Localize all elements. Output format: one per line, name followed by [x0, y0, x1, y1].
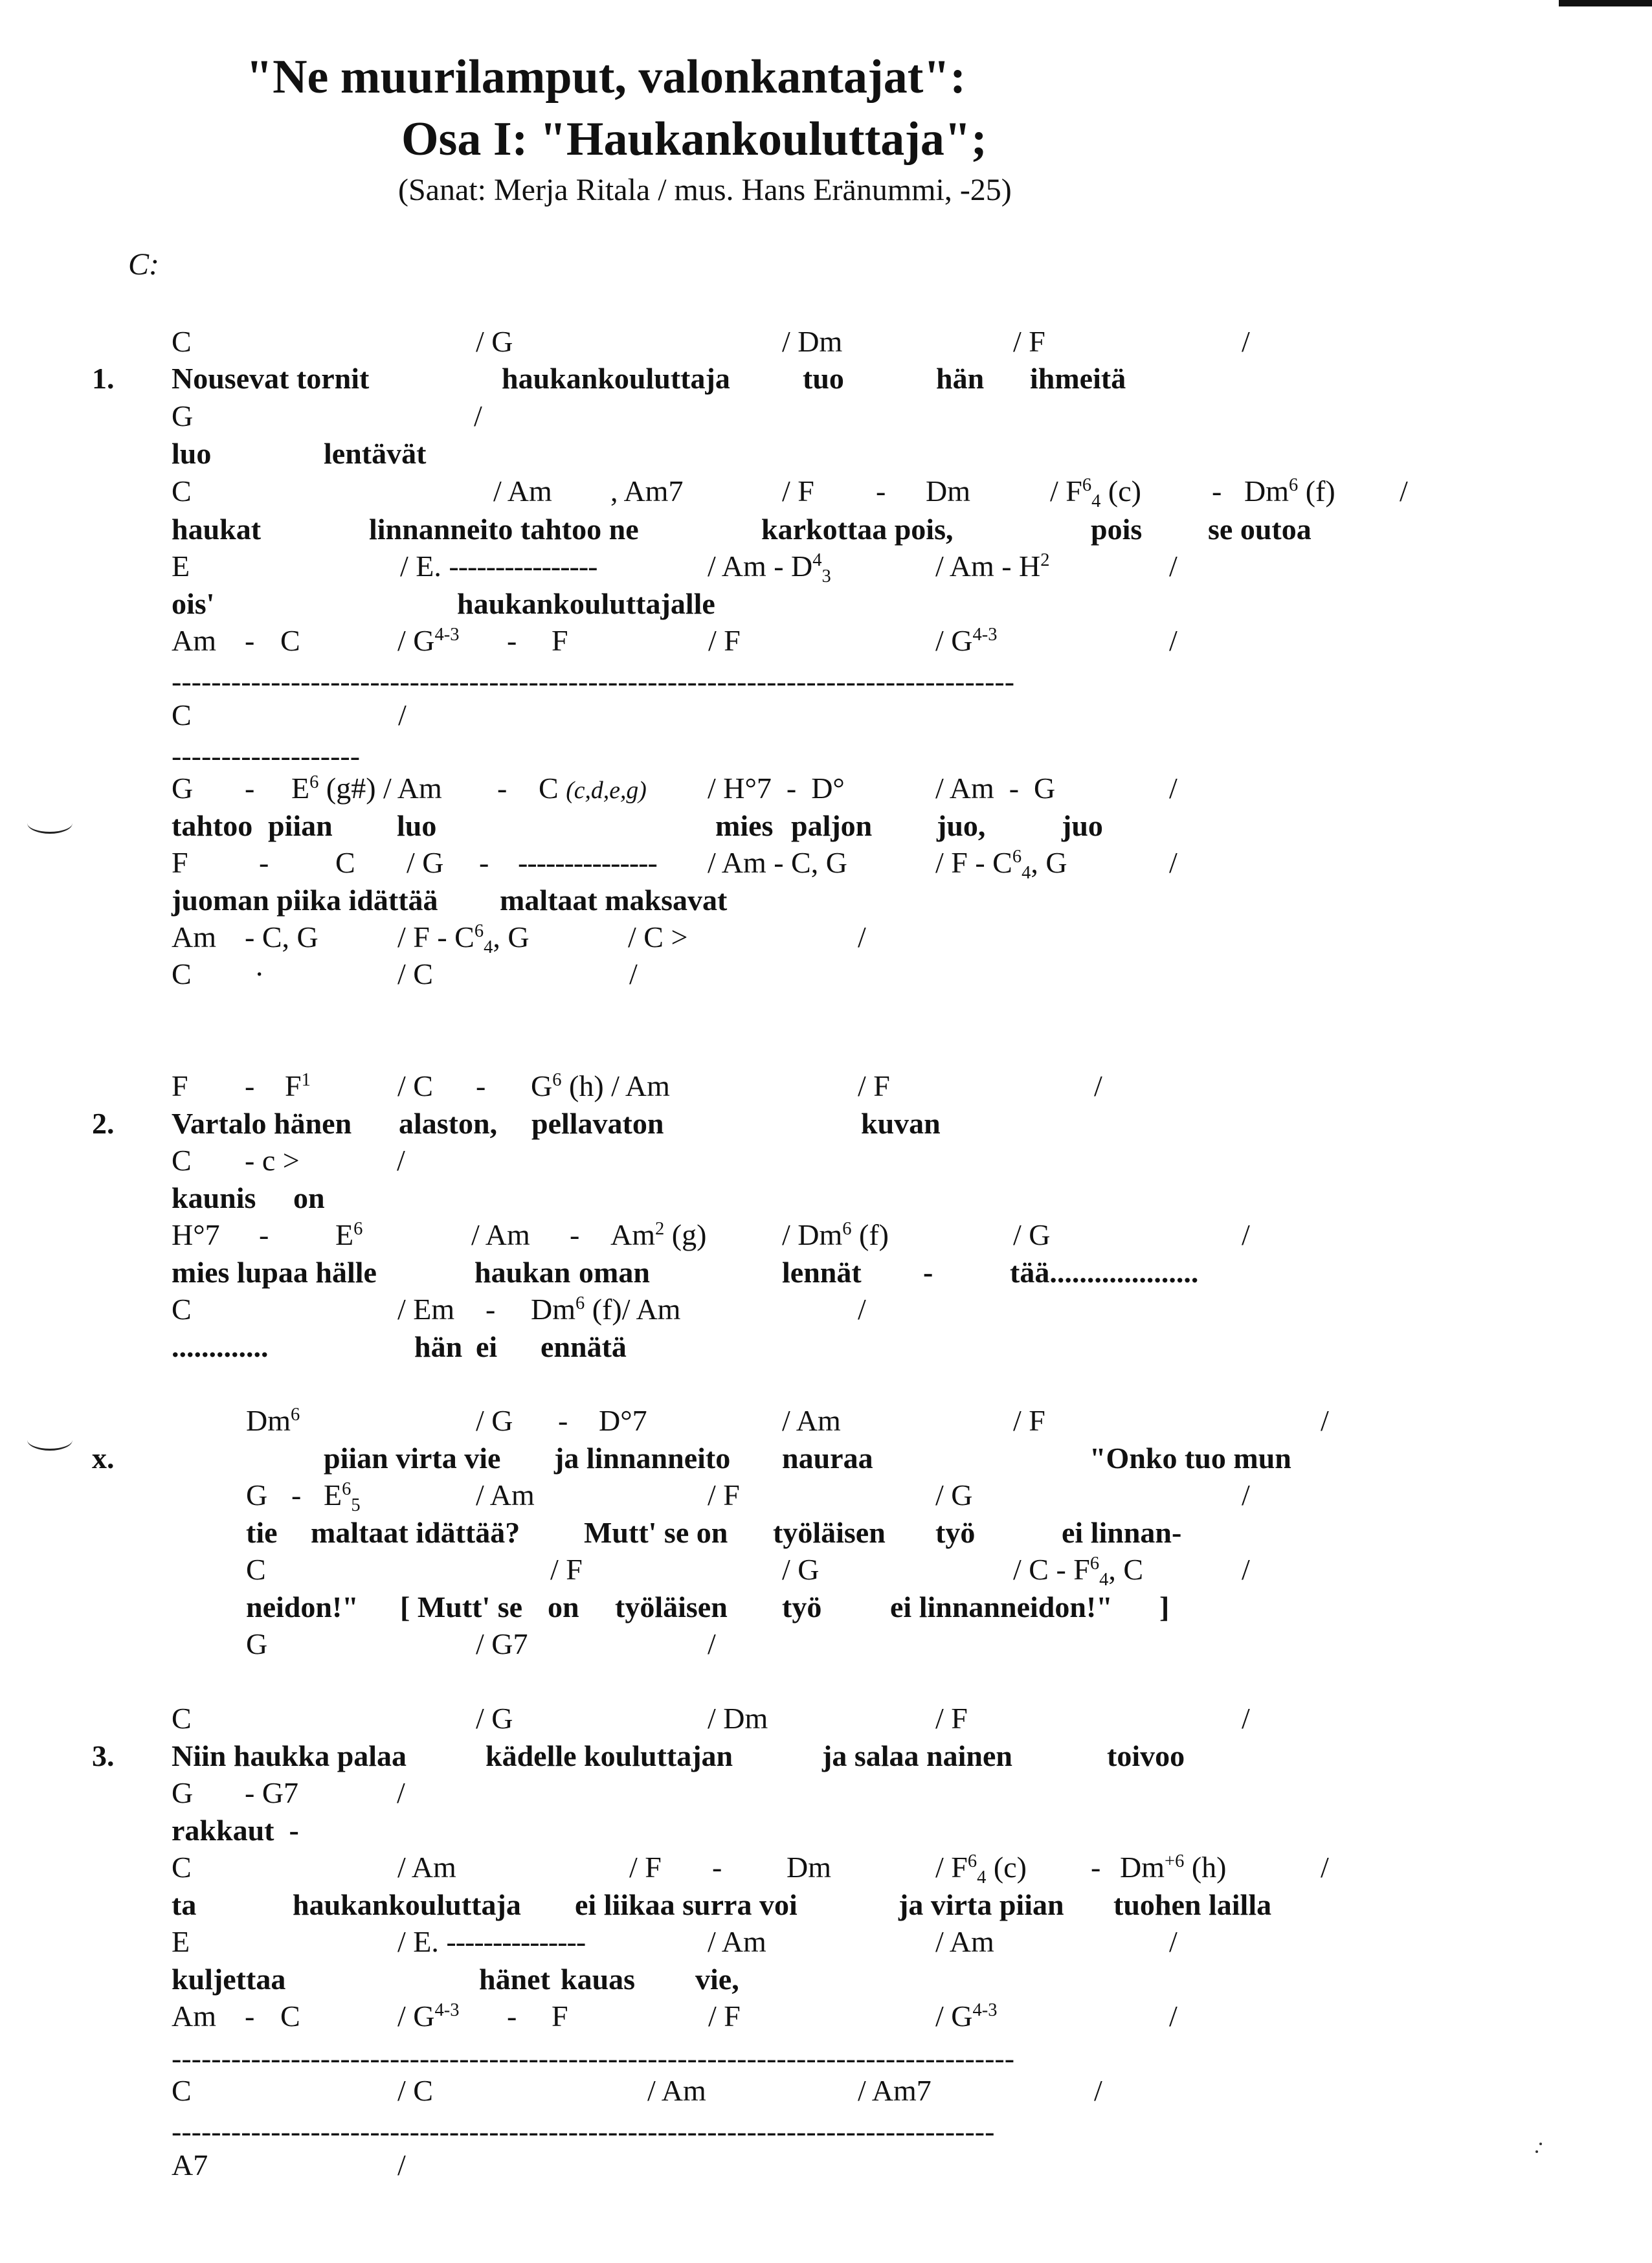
chord-symbol: / Am — [476, 1478, 535, 1511]
lyric-text: työ — [935, 1516, 976, 1549]
title-line-2: Osa I: "Haukankouluttaja"; — [401, 113, 987, 166]
chord-symbol: Dm — [926, 474, 970, 507]
chord-symbol: / Am — [782, 1404, 841, 1437]
chord-symbol: C — [246, 1553, 266, 1586]
chord-symbol: - — [245, 772, 255, 805]
chord-symbol: Am — [172, 2000, 216, 2033]
lyric-text: on — [548, 1590, 579, 1623]
lyric-text: lennät — [782, 1256, 862, 1289]
chord-symbol: - — [712, 1851, 722, 1884]
chord-symbol: F — [172, 1069, 188, 1102]
chord-symbol: / G — [476, 325, 513, 358]
chord-symbol: - — [570, 1218, 580, 1251]
chord-symbol: / C — [397, 1069, 433, 1102]
chord-symbol: Am — [172, 920, 216, 953]
lyric-text: karkottaa pois, — [761, 513, 954, 546]
lyric-text: Mutt' se on — [584, 1516, 728, 1549]
lyric-text: kuvan — [861, 1107, 941, 1140]
lyric-text: kädelle kouluttajan — [486, 1739, 733, 1772]
lyric-text: kuljettaa — [172, 1963, 286, 1996]
dashed-rule: ------------------------------------------------------------------------------------- — [172, 2042, 1015, 2075]
lyric-text: [ Mutt' se — [400, 1590, 523, 1623]
verse-number-x: x. — [92, 1442, 115, 1475]
lyric-text: oman — [579, 1256, 650, 1289]
dashed-rule: ----------------------------------------------------------------------------------- — [172, 2115, 995, 2148]
scan-speck — [1539, 2143, 1542, 2145]
verse-number-3: 3. — [92, 1739, 115, 1772]
lyric-text: haukankouluttajalle — [457, 587, 715, 620]
chord-symbol: - — [291, 1478, 302, 1511]
chord-symbol: C — [172, 474, 192, 507]
lyric-text: paljon — [791, 809, 873, 842]
lyric-text: tuohen lailla — [1113, 1888, 1272, 1921]
chord-symbol: - — [507, 624, 517, 657]
chord-symbol: / $G^{4-3}$ — [935, 2000, 998, 2033]
chord-symbol: / — [1169, 550, 1178, 583]
chord-symbol: / — [629, 957, 638, 990]
lyric-text: haukat — [172, 513, 262, 546]
chord-symbol: · — [254, 957, 265, 990]
lyric-text: vie, — [695, 1963, 739, 1996]
chord-symbol: --------------- — [518, 846, 657, 879]
chord-symbol: $E^6$ — [335, 1218, 363, 1251]
chord-symbol: $E^6$ (g#) / Am — [291, 772, 442, 805]
lyric-text: ois' — [172, 587, 215, 620]
lyric-text: alaston, — [399, 1107, 498, 1140]
lyric-text: rakkaut - — [172, 1814, 299, 1847]
chord-symbol: C — [172, 1702, 192, 1735]
lyric-text: ] — [1159, 1590, 1170, 1623]
chord-symbol: / — [1242, 1218, 1250, 1251]
chord-symbol: / C - $F^6_4$, C — [1013, 1553, 1144, 1590]
chord-symbol: - C, G — [245, 920, 318, 953]
lyric-text: luo — [172, 437, 212, 470]
chord-symbol: - — [259, 846, 269, 879]
chord-symbol: E — [172, 550, 190, 583]
chord-symbol: / Dm — [708, 1702, 768, 1735]
chord-symbol: C — [280, 624, 300, 657]
chord-symbol: / — [1169, 624, 1178, 657]
lyric-text: ja virta piian — [899, 1888, 1064, 1921]
chord-symbol: A7 — [172, 2148, 208, 2181]
chord-symbol: Dm — [787, 1851, 831, 1884]
chord-symbol: C — [172, 698, 192, 731]
chord-symbol: Dm$^6$ — [246, 1404, 300, 1437]
lyric-text: kauas — [561, 1963, 636, 1996]
title-line-1: "Ne muurilamput, valonkantajat": — [246, 50, 966, 104]
lyric-text: nauraa — [782, 1442, 873, 1475]
lyric-text: - — [923, 1256, 933, 1289]
chord-symbol: / H°7 - D° — [708, 772, 845, 805]
chord-symbol: $G^6$ (h) / Am — [531, 1069, 670, 1102]
lyric-text: hän — [936, 362, 985, 395]
scan-speck — [1535, 2150, 1538, 2153]
lyric-text: ei — [476, 1330, 498, 1363]
chord-symbol: / Am — [708, 1925, 766, 1958]
chord-symbol: G — [172, 1776, 194, 1809]
lyric-text: toivoo — [1107, 1739, 1185, 1772]
chord-symbol: / — [397, 1776, 405, 1809]
chord-symbol: - — [245, 624, 255, 657]
chord-symbol: / Am - G — [935, 772, 1056, 805]
chord-symbol: / Am — [647, 2074, 706, 2107]
chord-symbol: , Am7 — [610, 474, 684, 507]
chord-symbol: / $G^{4-3}$ — [397, 2000, 460, 2033]
lyric-text: mies lupaa hälle — [172, 1256, 377, 1289]
chord-symbol: C — [172, 2074, 192, 2107]
chord-symbol: / C — [397, 957, 433, 990]
chord-symbol: F — [552, 624, 568, 657]
lyric-text: luo — [397, 809, 437, 842]
chord-symbol: F — [172, 846, 188, 879]
chord-symbol: / G — [782, 1553, 820, 1586]
chord-symbol: C — [172, 957, 192, 990]
lyric-text: tie — [246, 1516, 278, 1549]
chord-symbol: / — [398, 698, 407, 731]
lyric-text: juo, — [937, 809, 986, 842]
lyric-text: haukankouluttaja — [293, 1888, 521, 1921]
chord-symbol: / Dm — [782, 325, 843, 358]
chord-symbol: / Am - $D^4_3$ — [708, 550, 831, 587]
lyric-text: tahtoo — [172, 809, 253, 842]
chord-symbol: / — [1321, 1404, 1329, 1437]
chord-symbol: / F - $C^6_4$, G — [397, 920, 530, 958]
chord-symbol: / G7 — [476, 1627, 528, 1660]
lyric-text: kaunis — [172, 1181, 256, 1214]
chord-symbol: / E. ---------------- — [400, 550, 597, 583]
chord-symbol: G — [246, 1627, 268, 1660]
chord-symbol: / — [397, 1144, 405, 1177]
chord-symbol: / F — [708, 624, 741, 657]
lyric-text: maltaat idättää? — [311, 1516, 520, 1549]
chord-symbol: / Am — [493, 474, 552, 507]
chord-symbol: / F — [708, 1478, 740, 1511]
chord-symbol: / — [1242, 325, 1250, 358]
chord-symbol: / F — [629, 1851, 662, 1884]
chord-symbol: C — [280, 2000, 300, 2033]
chord-symbol: / — [1169, 1925, 1178, 1958]
chord-symbol: / G — [476, 1404, 513, 1437]
chord-symbol: E — [172, 1925, 190, 1958]
lyric-text: "Onko tuo mun — [1089, 1442, 1291, 1475]
lyric-text: piian — [268, 809, 333, 842]
lyric-text: hänet — [479, 1963, 550, 1996]
chord-symbol: / Em — [397, 1293, 455, 1326]
chord-symbol: / — [1242, 1553, 1250, 1586]
chord-symbol: / $F^6_4$ (c) — [1050, 474, 1141, 512]
lyric-text: Niin haukka palaa — [172, 1739, 407, 1772]
chord-symbol: / F — [782, 474, 814, 507]
chord-symbol: / E. --------------- — [397, 1925, 586, 1958]
lyric-text: ihmeitä — [1030, 362, 1126, 395]
chord-symbol: $F^1$ — [285, 1069, 311, 1102]
chord-symbol: C — [335, 846, 355, 879]
chord-symbol: / $G^{4-3}$ — [935, 624, 998, 657]
chord-symbol: Am$^2$ (g) — [610, 1218, 707, 1251]
dashed-rule: ------------------------------------------------------------------------------------- — [172, 665, 1015, 698]
chord-symbol: - — [497, 772, 508, 805]
chord-symbol: / — [1400, 474, 1408, 507]
chord-symbol: C — [172, 325, 192, 358]
chord-symbol: F — [552, 2000, 568, 2033]
chord-symbol: - G7 — [245, 1776, 299, 1809]
chord-symbol: / F — [1013, 325, 1045, 358]
chord-symbol: - — [486, 1293, 496, 1326]
lyric-text: ei linnanneidon!" — [890, 1590, 1113, 1623]
chord-symbol: C — [172, 1851, 192, 1884]
lyric-text: työ — [782, 1590, 822, 1623]
chord-symbol: - — [558, 1404, 568, 1437]
lyric-text: on — [293, 1181, 325, 1214]
chord-symbol: / Am — [935, 1925, 994, 1958]
chord-symbol: - — [245, 1069, 255, 1102]
credits: (Sanat: Merja Ritala / mus. Hans Eränummi, -25) — [398, 173, 1012, 207]
chord-symbol: / $F^6_4$ (c) — [935, 1851, 1027, 1888]
chord-symbol: / — [1242, 1702, 1250, 1735]
chord-symbol: / — [1321, 1851, 1329, 1884]
lyric-text: ei linnan- — [1062, 1516, 1182, 1549]
chord-symbol: H°7 — [172, 1218, 220, 1251]
lyric-text: tuo — [803, 362, 844, 395]
lyric-text: Vartalo hänen — [172, 1107, 352, 1140]
lyric-text: se outoa — [1208, 513, 1312, 546]
chord-symbol: - — [1212, 474, 1222, 507]
chord-symbol: C — [172, 1144, 192, 1177]
chord-symbol: - — [476, 1069, 486, 1102]
lyric-text: pellavaton — [531, 1107, 664, 1140]
chord-symbol: / Am7 — [858, 2074, 932, 2107]
chord-symbol: / — [1169, 772, 1178, 805]
chord-symbol: / F — [550, 1553, 583, 1586]
chord-symbol: / — [858, 920, 866, 953]
lyric-text: lentävät — [324, 437, 427, 470]
chord-symbol: Dm$^6$ (f) — [1244, 474, 1335, 507]
chord-symbol: / Am - $H^2$ — [935, 550, 1050, 583]
chord-symbol: - — [1091, 1851, 1101, 1884]
chord-symbol: / G — [407, 846, 444, 879]
chord-symbol: G — [172, 399, 194, 432]
chord-symbol: $Dm^{+6}$ (h) — [1120, 1851, 1227, 1884]
chord-symbol: / F — [708, 2000, 741, 2033]
chord-symbol: / G — [935, 1478, 973, 1511]
lyric-text: haukan — [474, 1256, 571, 1289]
lyric-text: neidon!" — [246, 1590, 359, 1623]
chord-symbol: - — [245, 2000, 255, 2033]
chord-symbol: / C > — [628, 920, 688, 953]
lyric-text: tää.................... — [1010, 1256, 1199, 1289]
lyric-text: Nousevat tornit — [172, 362, 370, 395]
scan-edge-mark — [1559, 0, 1652, 6]
chord-symbol: / — [1242, 1478, 1250, 1511]
chord-symbol: $E^6_5$ — [324, 1478, 361, 1516]
chord-symbol: / Dm$^6$ (f) — [782, 1218, 889, 1251]
chord-symbol: / — [1169, 2000, 1178, 2033]
key-label: C: — [128, 247, 159, 282]
lyric-text: haukankouluttaja — [502, 362, 730, 395]
lyric-text: ta — [172, 1888, 197, 1921]
pencil-mark — [27, 1429, 73, 1451]
chord-symbol: / $G^{4-3}$ — [397, 624, 460, 657]
chord-symbol: / — [858, 1293, 866, 1326]
lyric-text: pois — [1091, 513, 1143, 546]
verse-number-2: 2. — [92, 1107, 115, 1140]
chord-symbol: - — [507, 2000, 517, 2033]
chord-symbol: / Am — [397, 1851, 456, 1884]
chord-symbol: / C — [397, 2074, 433, 2107]
lyric-text: ............. — [172, 1330, 269, 1363]
chord-symbol: - — [259, 1218, 269, 1251]
lyric-text: ei liikaa surra voi — [575, 1888, 798, 1921]
chord-symbol: / — [1169, 846, 1178, 879]
chord-symbol: G — [246, 1478, 268, 1511]
lyric-text: juoman piika idättää — [172, 884, 438, 917]
chord-symbol: / F — [935, 1702, 968, 1735]
chord-symbol: / — [474, 399, 482, 432]
chord-symbol: G — [172, 772, 194, 805]
lyric-text: työläisen — [773, 1516, 886, 1549]
pencil-mark — [27, 812, 73, 834]
chord-symbol: C (c,d,e,g) — [539, 772, 647, 805]
lyric-text: juo — [1062, 809, 1103, 842]
chord-symbol: D°7 — [599, 1404, 647, 1437]
chord-symbol: / G — [476, 1702, 513, 1735]
chord-symbol: - — [479, 846, 489, 879]
lyric-text: ja linnanneito — [554, 1442, 731, 1475]
lyric-text: maltaat maksavat — [500, 884, 728, 917]
chord-symbol: / Am - C, G — [708, 846, 847, 879]
lyric-text: linnanneito tahtoo ne — [369, 513, 639, 546]
lyric-text: piian virta vie — [324, 1442, 501, 1475]
chord-symbol: - — [876, 474, 886, 507]
chord-symbol: / — [708, 1627, 716, 1660]
chord-symbol: / Am — [471, 1218, 530, 1251]
chord-symbol: / F — [858, 1069, 890, 1102]
chord-symbol: / — [397, 2148, 406, 2181]
chord-symbol: / F — [1013, 1404, 1045, 1437]
lyric-text: hän — [414, 1330, 463, 1363]
lyric-text: mies — [715, 809, 774, 842]
chord-symbol: / — [1094, 2074, 1102, 2107]
chord-symbol: Am — [172, 624, 216, 657]
chord-symbol: - c > — [245, 1144, 300, 1177]
chord-symbol: Dm$^6$ (f)/ Am — [531, 1293, 681, 1326]
chord-symbol: C — [172, 1293, 192, 1326]
dashed-rule: ------------------- — [172, 739, 361, 772]
chord-symbol: / — [1094, 1069, 1102, 1102]
verse-number-1: 1. — [92, 362, 115, 395]
lyric-text: työläisen — [615, 1590, 728, 1623]
chord-symbol: / G — [1013, 1218, 1051, 1251]
chord-symbol: / F - $C^6_4$, G — [935, 846, 1067, 884]
lyric-text: ennätä — [541, 1330, 627, 1363]
lyric-text: ja salaa nainen — [822, 1739, 1012, 1772]
